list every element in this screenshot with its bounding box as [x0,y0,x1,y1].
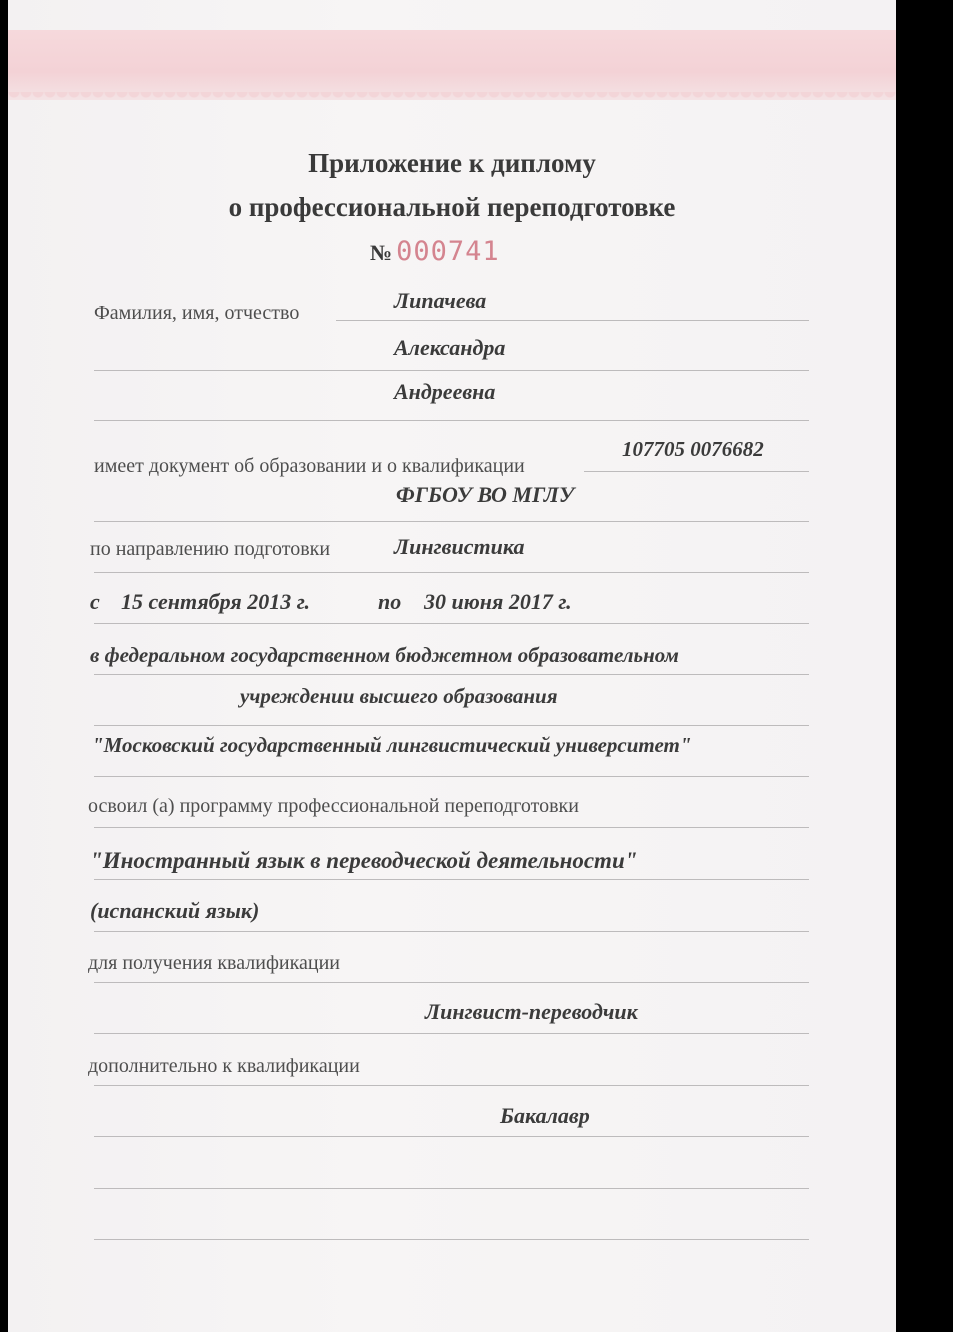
rule-line [94,1033,809,1034]
period-end-value: 30 июня 2017 г. [424,589,572,614]
direction-value: Лингвистика [394,534,525,559]
institution-line3: "Московский государственный лингвистический университет" [92,733,692,757]
additional-qualification-label: дополнительно к квалификации [88,1055,360,1077]
edu-org-value: ФГБОУ ВО МГЛУ [396,482,575,507]
rule-line [94,521,809,522]
direction-label: по направлению подготовки [90,538,331,560]
rule-line [94,725,809,726]
rule-line [94,1136,809,1137]
rule-line [94,776,809,777]
document-title-line1: Приложение к диплому [308,148,596,178]
serial-number: 000741 [396,236,500,267]
rule-line [94,931,809,932]
rule-line [584,471,809,472]
rule-line [94,572,809,573]
program-label: освоил (а) программу профессиональной переподготовки [88,795,579,817]
rule-line [94,1239,809,1240]
program-line2: (испанский язык) [90,898,260,923]
number-sign: № [370,240,393,265]
institution-line2: учреждении высшего образования [240,684,558,708]
rule-line [94,1085,809,1086]
qualification-label: для получения квалификации [88,952,341,974]
rule-line [94,370,809,371]
program-line1: "Иностранный язык в переводческой деятельности" [90,848,638,873]
patronymic-value: Андреевна [394,379,496,404]
decorative-band-edge [8,92,896,104]
additional-qualification-value: Бакалавр [500,1103,590,1128]
rule-line [94,674,809,675]
rule-line [94,827,809,828]
edu-doc-label: имеет документ об образовании и о квалификации [94,455,525,477]
period-from-word: с [90,589,100,614]
edu-doc-number-value: 107705 0076682 [622,437,764,461]
diploma-supplement-page [8,0,896,1332]
rule-line [94,879,809,880]
surname-value: Липачева [394,288,487,313]
rule-line [94,982,809,983]
first-name-value: Александра [394,335,506,360]
qualification-value: Лингвист-переводчик [425,999,638,1024]
document-title-line2: о профессиональной переподготовке [228,192,676,222]
institution-line1: в федеральном государственном бюджетном образовательном [90,643,679,667]
decorative-top-band [8,30,896,100]
serial-number-block [370,236,500,267]
rule-line [94,420,809,421]
period-start-value: 15 сентября 2013 г. [121,589,311,614]
period-to-word: по [378,589,402,614]
rule-line [94,623,809,624]
fio-label: Фамилия, имя, отчество [94,302,300,324]
rule-line [336,320,809,321]
rule-line [94,1188,809,1189]
